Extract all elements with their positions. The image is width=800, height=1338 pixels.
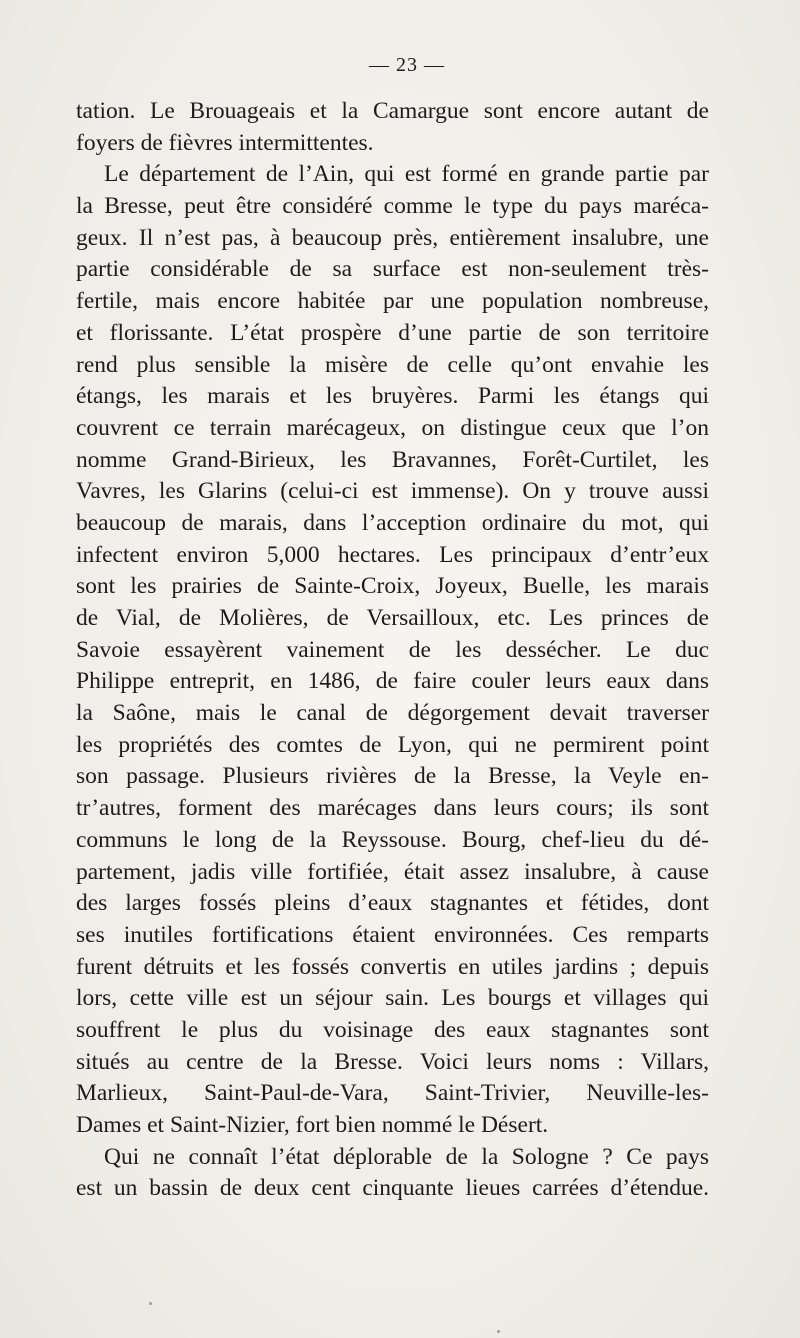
text-line: foyers de fièvres intermittentes. bbox=[76, 129, 374, 156]
text-line: ses inutiles fortifications étaient environnées. Ces remparts bbox=[76, 921, 709, 948]
text-line: partie considérable de sa surface est non-seulement très- bbox=[76, 256, 709, 283]
text-line: tation. Le Brouageais et la Camargue sont encore autant de bbox=[76, 98, 709, 124]
text-line: est un bassin de deux cent cinquante lieues carrées d’étendue. bbox=[76, 1175, 709, 1202]
body-text bbox=[76, 96, 709, 1205]
text-line: Dames et Saint-Nizier, fort bien nommé le Désert. bbox=[76, 1112, 549, 1138]
text-line: Savoie essayèrent vainement de les dessécher. Le duc bbox=[76, 636, 709, 663]
text-line: Qui ne connaît l’état déplorable de la Sologne ? Ce pays bbox=[104, 1143, 709, 1170]
text-line: lors, cette ville est un séjour sain. Les bourgs et villages qui bbox=[76, 985, 709, 1012]
text-line: couvrent ce terrain marécageux, on distingue ceux que l’on bbox=[76, 414, 709, 441]
text-line: tr’autres, forment des marécages dans leurs cours; ils sont bbox=[76, 795, 709, 822]
text-line: Marlieux, Saint-Paul-de-Vara, Saint-Trivier, Neuville-les- bbox=[76, 1080, 709, 1107]
text-line: de Vial, de Molières, de Versailloux, etc. Les princes de bbox=[76, 605, 709, 631]
text-line: et florissante. L’état prospère d’une partie de son territoire bbox=[76, 319, 709, 346]
text-line: geux. Il n’est pas, à beaucoup près, entièrement insalubre, une bbox=[76, 224, 709, 251]
text-line: beaucoup de marais, dans l’acception ordinaire du mot, qui bbox=[76, 509, 709, 536]
text-line: souffrent le plus du voisinage des eaux stagnantes sont bbox=[76, 1016, 709, 1043]
text-line: la Saône, mais le canal de dégorgement devait traverser bbox=[76, 700, 709, 727]
text-line: nomme Grand-Birieux, les Bravannes, Forêt-Curtilet, les bbox=[76, 446, 709, 473]
text-line: son passage. Plusieurs rivières de la Bresse, la Veyle en- bbox=[76, 763, 709, 790]
text-line: la Bresse, peut être considéré comme le type du pays maréca- bbox=[76, 193, 709, 220]
text-line: situés au centre de la Bresse. Voici leurs noms : Villars, bbox=[76, 1048, 709, 1075]
text-line: sont les prairies de Sainte-Croix, Joyeux, Buelle, les marais bbox=[76, 573, 709, 600]
text-line: Le département de l’Ain, qui est formé en grande partie par bbox=[104, 161, 709, 188]
text-line: Philippe entreprit, en 1486, de faire couler leurs eaux dans bbox=[76, 668, 709, 695]
paper-speck bbox=[497, 1330, 500, 1333]
text-line: rend plus sensible la misère de celle qu’ont envahie les bbox=[76, 351, 709, 378]
text-line: des larges fossés pleins d’eaux stagnantes et fétides, dont bbox=[76, 890, 709, 917]
page-number: — 23 — bbox=[369, 54, 445, 76]
paper-speck bbox=[149, 1302, 152, 1305]
text-line: étangs, les marais et les bruyères. Parmi les étangs qui bbox=[76, 383, 709, 410]
text-line: fertile, mais encore habitée par une population nombreuse, bbox=[76, 288, 709, 315]
text-line: furent détruits et les fossés convertis en utiles jardins ; depuis bbox=[76, 953, 709, 980]
text-line: partement, jadis ville fortifiée, était assez insalubre, à cause bbox=[76, 858, 709, 885]
text-line: Vavres, les Glarins (celui-ci est immense). On y trouve aussi bbox=[76, 478, 709, 505]
text-line: les propriétés des comtes de Lyon, qui ne permirent point bbox=[76, 731, 709, 758]
text-line: communs le long de la Reyssouse. Bourg, chef-lieu du dé- bbox=[76, 826, 709, 853]
text-line: infectent environ 5,000 hectares. Les principaux d’entr’eux bbox=[76, 541, 709, 568]
